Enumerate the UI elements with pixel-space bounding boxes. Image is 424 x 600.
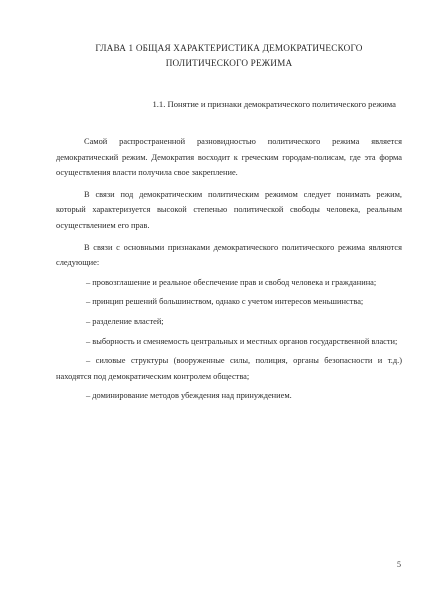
list-item: – силовые структуры (вооруженные силы, полиция, органы безопасности и т.д.) находятся под демократическим контролем общества; xyxy=(56,356,402,381)
list-item: – выборность и сменяемость центральных и местных органов государственной власти; xyxy=(86,336,398,346)
paragraph-definition: В связи под демократическим политическим режимом следует понимать режим, который характеризуется высокой степенью политической свободы человека, реальным осуществлением его прав. xyxy=(56,189,402,230)
paragraph-list-intro: В связи с основными признаками демократического политического режима являются следующие: xyxy=(56,242,402,268)
list-item: – доминирование методов убеждения над принуждением. xyxy=(86,391,292,401)
section-title: 1.1. Понятие и признаки демократического политического режима xyxy=(152,99,396,109)
page-number: 5 xyxy=(397,560,401,569)
list-item: – разделение властей; xyxy=(86,316,164,326)
chapter-title-line-1: ГЛАВА 1 ОБЩАЯ ХАРАКТЕРИСТИКА ДЕМОКРАТИЧЕСКОГО xyxy=(95,43,363,53)
paragraph-intro: Самой распространенной разновидностью политического режима является демократический режим. Демократия восходит к греческим городам-полисам, где эта форма осуществления власти получила свое закрепление. xyxy=(56,137,402,178)
chapter-title-line-2: ПОЛИТИЧЕСКОГО РЕЖИМА xyxy=(165,58,293,68)
features-list xyxy=(56,275,402,404)
chapter-title xyxy=(56,41,402,71)
list-item: – принцип решений большинством, однако с учетом интересов меньшинства; xyxy=(86,297,364,307)
list-item: – провозглашение и реальное обеспечение прав и свобод человека и гражданина; xyxy=(86,277,377,287)
